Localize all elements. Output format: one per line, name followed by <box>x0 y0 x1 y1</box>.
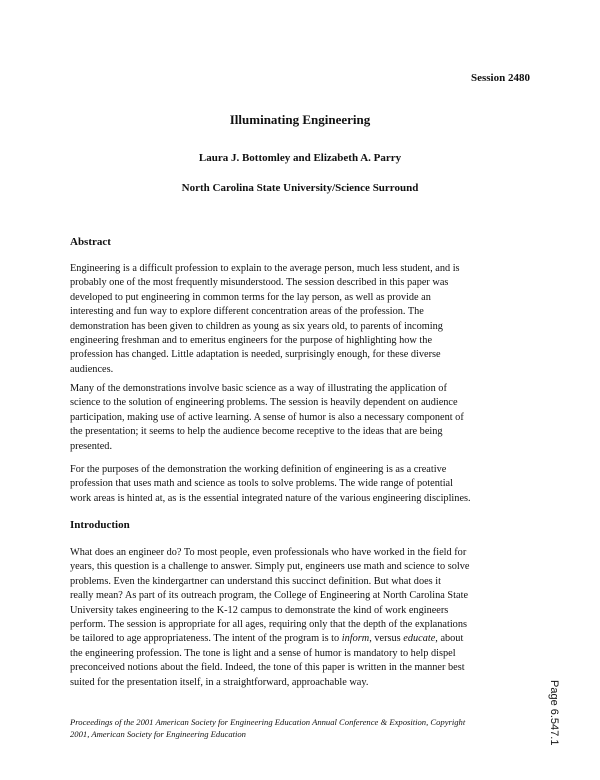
text-line: problems. Even the kindergartner can understand this succinct definition. But what does it <box>70 575 441 587</box>
text-line: interesting and fun way to explore different concentration areas of the profession. The <box>70 306 424 318</box>
text-line: Many of the demonstrations involve basic science as a way of illustrating the application of <box>70 383 447 394</box>
text-line: profession that uses math and science as tools to solve problems. The wide range of potential <box>70 478 453 490</box>
text-segment: , about <box>435 633 464 645</box>
text-line: developed to put engineering in common terms for the lay person, as well as provide an <box>70 291 431 303</box>
text-line: participation, making use of active learning. A sense of humor is also a necessary component of <box>70 411 464 423</box>
text-line: engineering freshman and to emeritus engineers for the purpose of highlighting how the <box>70 335 433 347</box>
abstract-heading: Abstract <box>70 236 111 248</box>
introduction-heading: Introduction <box>70 519 130 531</box>
paper-affiliation: North Carolina State University/Science Surround <box>181 182 419 194</box>
text-line: science to the solution of engineering problems. The session is heavily dependent on audience <box>70 397 458 409</box>
text-line: years, this question is a challenge to answer. Simply put, engineers use math and science to solve <box>70 561 470 573</box>
text-line: suited for the presentation itself, in a straightforward, approachable way. <box>70 676 369 688</box>
text-line: the engineering profession. The tone is light and a sense of humor is mandatory to help dispel <box>70 647 456 659</box>
text-segment: , versus <box>369 633 404 645</box>
proceedings-footer <box>70 716 540 740</box>
text-line: audiences. <box>70 363 114 375</box>
text-line: Engineering is a difficult profession to explain to the average person, much less student, and is <box>70 263 460 274</box>
text-line <box>70 632 540 646</box>
text-line: demonstration has been given to children as young as six years old, to parents of incoming <box>70 320 443 332</box>
abstract-paragraph-2 <box>70 382 540 454</box>
text-line: For the purposes of the demonstration the working definition of engineering is as a creative <box>70 464 447 475</box>
footer-line: 2001, American Society for Engineering Education <box>70 729 246 739</box>
paper-authors: Laura J. Bottomley and Elizabeth A. Parry <box>198 152 402 164</box>
emphasis-educate: educate <box>403 633 436 645</box>
session-number: Session 2480 <box>471 72 530 84</box>
text-line: perform. The session is appropriate for all ages, requiring only that the depth of the explanations <box>70 619 467 631</box>
text-line: University takes engineering to the K-12 campus to demonstrate the kind of work engineers <box>70 604 449 616</box>
text-line: probably one of the most frequently misunderstood. The session described in this paper was <box>70 277 449 289</box>
text-segment: be tailored to age appropriateness. The intent of the program is to <box>70 633 342 645</box>
emphasis-inform: inform <box>341 633 370 645</box>
paper-title: Illuminating Engineering <box>229 112 371 127</box>
introduction-paragraph <box>70 546 540 690</box>
text-line: What does an engineer do? To most people, even professionals who have worked in the field for <box>70 547 467 558</box>
text-line: presented. <box>70 440 113 452</box>
text-line: really mean? As part of its outreach program, the College of Engineering at North Carolina State <box>70 590 469 602</box>
page-number-stamp: Page 6.547.1 <box>548 680 560 746</box>
text-line: profession has changed. Little adaptation is needed, surprisingly enough, for these diverse <box>70 349 441 361</box>
text-line: the presentation; it seems to help the audience become receptive to the ideas that are being <box>70 426 443 438</box>
text-line: work areas is hinted at, as is the essential integrated nature of the various engineering disciplines. <box>70 492 471 504</box>
text-line: preconceived notions about the field. Indeed, the tone of this paper is written in the manner best <box>70 662 465 674</box>
abstract-paragraph-3 <box>70 463 540 506</box>
abstract-paragraph-1 <box>70 262 540 377</box>
footer-line: Proceedings of the 2001 American Society for Engineering Education Annual Conference & Exposition, Copyright <box>70 717 466 727</box>
